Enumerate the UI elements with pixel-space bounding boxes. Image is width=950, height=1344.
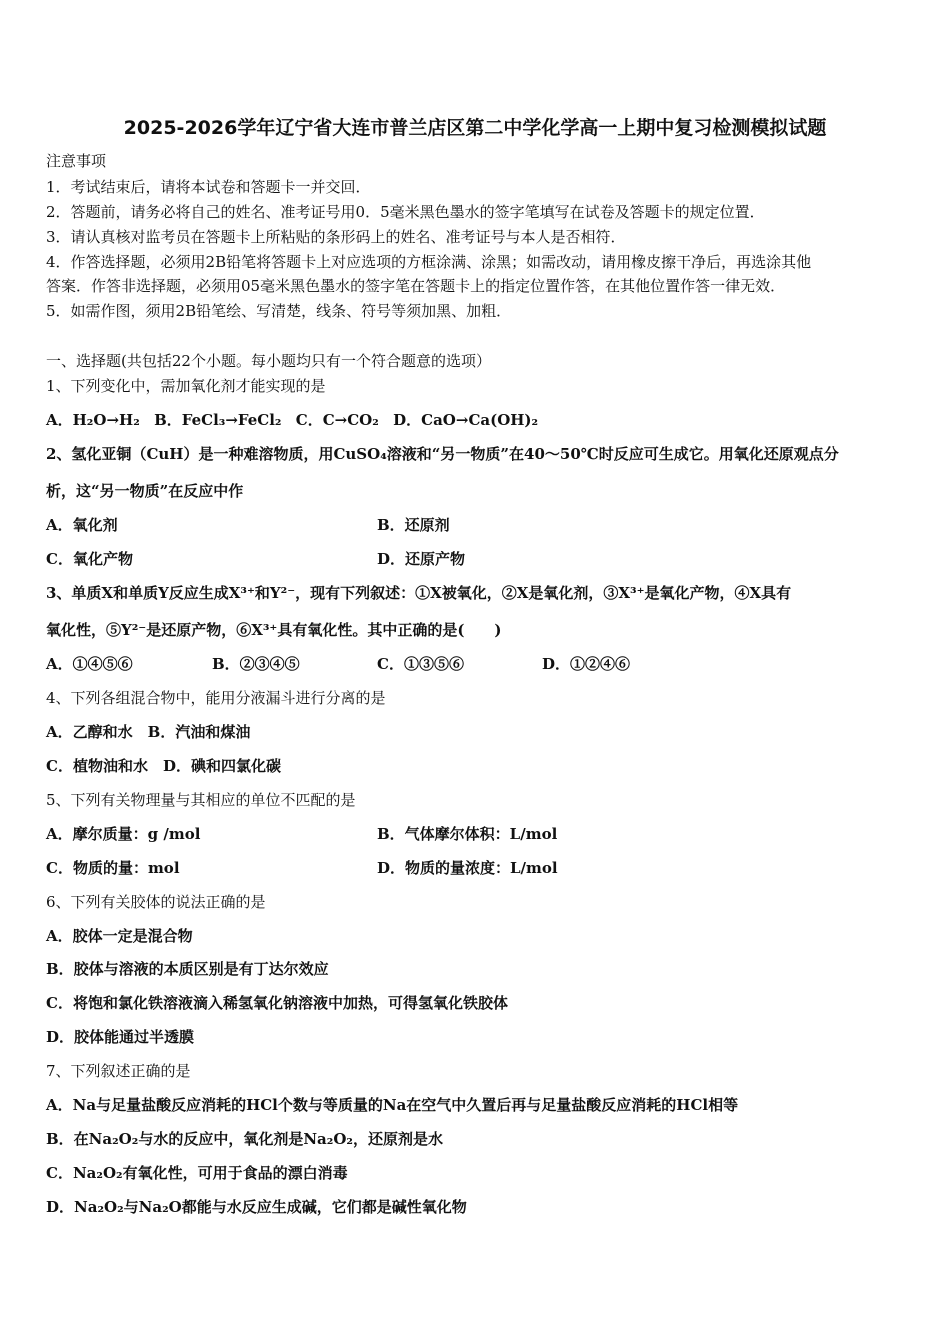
page-title: 2025-2026学年辽宁省大连市普兰店区第二中学化学高一上期中复习检测模拟试题 (123, 117, 827, 139)
question-1-stem: 1、下列变化中，需加氧化剂才能实现的是 (46, 377, 326, 395)
q1-option-a: A．H₂O→H₂ (46, 411, 140, 429)
q6-option-a: A．胶体一定是混合物 (46, 927, 193, 945)
q3-option-b: B．②③④⑤ (212, 655, 300, 673)
notice-item: 3．请认真核对监考员在答题卡上所粘贴的条形码上的姓名、准考证号与本人是否相符． (46, 228, 626, 246)
q5-option-a: A．摩尔质量：g /mol (46, 825, 201, 843)
q6-option-d: D．胶体能通过半透膜 (46, 1028, 195, 1046)
q4-options-cd: C．植物油和水 D．碘和四氯化碳 (46, 757, 281, 775)
question-7-stem: 7、下列叙述正确的是 (46, 1062, 191, 1080)
q6-option-b: B．胶体与溶液的本质区别是有丁达尔效应 (46, 960, 329, 978)
q2-option-b: B．还原剂 (377, 516, 450, 534)
section-heading: 一、选择题(共包括22个小题。每小题均只有一个符合题意的选项） (46, 352, 491, 370)
notice-heading: 注意事项 (46, 152, 107, 170)
q1-option-c: C．C→CO₂ (295, 411, 379, 429)
q3-option-a: A．①④⑤⑥ (46, 655, 133, 673)
q2-option-d: D．还原产物 (377, 550, 466, 568)
notice-item: 1．考试结束后，请将本试卷和答题卡一并交回． (46, 178, 371, 196)
notice-item: 4．作答选择题，必须用2B铅笔将答题卡上对应选项的方框涂满、涂黑；如需改动，请用橡皮擦干净后，再选涂其他 (46, 253, 812, 271)
question-2-stem: 2、氢化亚铜（CuH）是一种难溶物质，用CuSO₄溶液和“另一物质”在40～50℃时反应可生成它。用氧化还原观点分 (46, 445, 839, 463)
question-3-stem-cont: 氧化性，⑤Y²⁻是还原产物，⑥X³⁺具有氧化性。其中正确的是( ) (46, 621, 502, 639)
notice-item: 5．如需作图，须用2B铅笔绘、写清楚，线条、符号等须加黑、加粗． (46, 302, 512, 320)
question-4-stem: 4、下列各组混合物中，能用分液漏斗进行分离的是 (46, 689, 386, 707)
q7-option-b: B．在Na₂O₂与水的反应中，氧化剂是Na₂O₂，还原剂是水 (46, 1130, 443, 1148)
notice-item: 答案．作答非选择题，必须用05毫米黑色墨水的签字笔在答题卡上的指定位置作答，在其他位置作答一律无效． (46, 277, 786, 295)
question-5-stem: 5、下列有关物理量与其相应的单位不匹配的是 (46, 791, 356, 809)
question-3-stem: 3、单质X和单质Y反应生成X³⁺和Y²⁻，现有下列叙述：①X被氧化，②X是氧化剂，③X³⁺是氧化产物，④X具有 (46, 584, 792, 602)
q5-option-d: D．物质的量浓度：L/mol (377, 859, 558, 877)
q3-option-c: C．①③⑤⑥ (377, 655, 464, 673)
q1-option-d: D．CaO→Ca(OH)₂ (393, 411, 539, 429)
notice-item: 2．答题前，请务必将自己的姓名、准考证号用0．5毫米黑色墨水的签字笔填写在试卷及答题卡的规定位置． (46, 203, 765, 221)
q1-option-b: B．FeCl₃→FeCl₂ (154, 411, 282, 429)
question-1-options (46, 411, 538, 429)
question-6-stem: 6、下列有关胶体的说法正确的是 (46, 893, 266, 911)
q2-option-a: A．氧化剂 (46, 516, 118, 534)
q4-options-ab: A．乙醇和水 B．汽油和煤油 (46, 723, 251, 741)
q2-option-c: C．氧化产物 (46, 550, 133, 568)
q6-option-c: C．将饱和氯化铁溶液滴入稀氢氧化钠溶液中加热，可得氢氧化铁胶体 (46, 994, 508, 1012)
q3-option-d: D．①②④⑥ (542, 655, 631, 673)
q7-option-a: A．Na与足量盐酸反应消耗的HCl个数与等质量的Na在空气中久置后再与足量盐酸反应消耗的HCl相等 (46, 1096, 739, 1114)
q5-option-c: C．物质的量：mol (46, 859, 180, 877)
q7-option-c: C．Na₂O₂有氧化性，可用于食品的漂白消毒 (46, 1164, 348, 1182)
question-2-stem-cont: 析，这“另一物质”在反应中作 (46, 482, 244, 500)
q7-option-d: D．Na₂O₂与Na₂O都能与水反应生成碱，它们都是碱性氧化物 (46, 1198, 467, 1216)
q5-option-b: B．气体摩尔体积：L/mol (377, 825, 558, 843)
